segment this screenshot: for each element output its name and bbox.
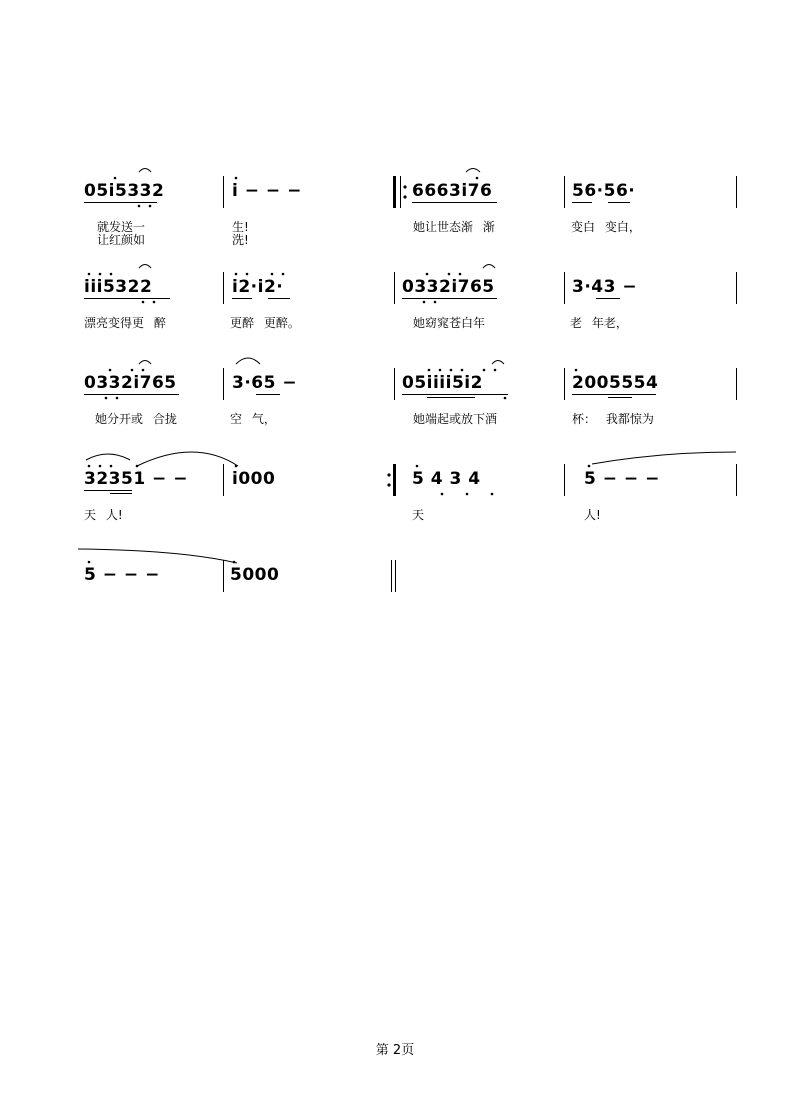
octave-dot-low [434, 301, 437, 304]
octave-dot-high [428, 369, 431, 372]
row2-measure4-lyric: 老 年老， [570, 316, 628, 330]
beam-underline [572, 202, 592, 203]
row2-measure1-lyric: 漂亮变得更 醉 [84, 316, 166, 330]
octave-dot-high [476, 177, 479, 180]
octave-dot-high [88, 465, 91, 468]
barline [564, 464, 565, 496]
beam-underline [84, 202, 157, 203]
tie [592, 452, 736, 464]
beam-underline [608, 202, 630, 203]
row1-measure1-lyric-verse1: 就发送一 [97, 220, 146, 234]
row1-measure4-notes: 56·56· [572, 181, 636, 201]
row4-measure3-lyric: 天 [412, 508, 425, 522]
octave-dot-high [109, 369, 112, 372]
slur [139, 265, 151, 269]
octave-dot-high [575, 369, 578, 372]
row4-measure4-lyric: 人! [584, 508, 601, 522]
octave-dot-high [459, 273, 462, 276]
beam-underline [110, 493, 132, 494]
barline [223, 368, 224, 400]
row2-measure4-notes: 3·43 − [572, 277, 638, 297]
row5-measure1-notes: 5 − − − [84, 565, 160, 585]
octave-dot-high [110, 273, 113, 276]
row3-measure1-notes: 0332i765 [84, 373, 177, 393]
row5-measure2-notes: 5000 [230, 565, 280, 585]
row2-measure1-notes: iii5322 [84, 277, 153, 297]
slur [492, 361, 504, 365]
octave-dot-high [235, 465, 238, 468]
beam-underline [572, 394, 656, 395]
octave-dot-high [588, 465, 591, 468]
row2-measure3-lyric: 她窈窕苍白年 [413, 316, 486, 330]
octave-dot-high [88, 561, 91, 564]
row2-measure2-notes: i2·i2· [232, 277, 284, 297]
barline [223, 464, 224, 496]
octave-dot-low [504, 397, 507, 400]
final-barline-thin [391, 560, 392, 592]
barline [564, 368, 565, 400]
octave-dot-high [110, 465, 113, 468]
barline [736, 272, 737, 304]
row3-measure3-lyric: 她端起或放下酒 [413, 412, 498, 426]
barline [223, 560, 224, 592]
beam-underline [596, 298, 620, 299]
barline [394, 368, 395, 400]
row1-measure2-lyric-verse1: 生! [232, 220, 249, 234]
octave-dot-low [116, 397, 119, 400]
beam-underline [84, 298, 170, 299]
slur [86, 454, 130, 460]
row4-measure2-notes: i000 [232, 469, 276, 489]
octave-dot-low [138, 205, 141, 208]
row1-measure3-lyric: 她让世态渐 渐 [413, 220, 495, 234]
octave-dot-high [235, 177, 238, 180]
repeat-dot [387, 473, 390, 476]
tie [78, 549, 237, 563]
barline [736, 176, 737, 208]
octave-dot-high [461, 369, 464, 372]
octave-dot-low [105, 397, 108, 400]
beam-underline [402, 394, 508, 395]
octave-dot-low [423, 301, 426, 304]
beam-underline [412, 202, 497, 203]
repeat-dot [403, 185, 406, 188]
page-number: 第 2页 [375, 1043, 415, 1058]
beam-underline [256, 394, 280, 395]
octave-dot-high [233, 561, 236, 564]
octave-dot-high [494, 369, 497, 372]
beam-underline [268, 298, 290, 299]
octave-dot-high [99, 273, 102, 276]
barline [736, 368, 737, 400]
beam-underline [402, 298, 497, 299]
octave-dot-high [282, 273, 285, 276]
row1-measure4-lyric: 变白 变白， [571, 220, 641, 234]
final-barline-thin [395, 560, 396, 592]
row4-measure3-notes: 5 4 3 4 [412, 469, 481, 489]
row3-measure2-lyric: 空 气， [230, 412, 276, 426]
repeat-dot [387, 483, 390, 486]
row3-measure4-lyric: 杯： 我都惊为 [572, 412, 654, 426]
row3-measure4-notes: 2005554 [572, 373, 659, 393]
octave-dot-high [88, 273, 91, 276]
row3-measure1-lyric: 她分开或 合拢 [95, 412, 177, 426]
repeat-end-thick-barline [393, 464, 396, 496]
octave-dot-high [439, 369, 442, 372]
row1-measure2-notes: i − − − [232, 181, 302, 201]
row4-measure1-lyric: 天 人! [84, 508, 123, 522]
octave-dot-high [416, 465, 419, 468]
beam-underline [427, 397, 475, 398]
octave-dot-low [153, 301, 156, 304]
barline [564, 272, 565, 304]
row4-measure4-notes: 5 − − − [584, 469, 660, 489]
repeat-dot [403, 195, 406, 198]
beam-underline [608, 397, 632, 398]
row2-measure2-lyric: 更醉 更醉。 [230, 316, 300, 330]
row1-measure1-notes: 05i5332 [84, 181, 165, 201]
octave-dot-low [149, 205, 152, 208]
repeat-start-thick-barline [393, 176, 396, 208]
octave-dot-low [142, 301, 145, 304]
repeat-start-thin-barline [400, 176, 401, 208]
beam-underline [84, 490, 132, 491]
octave-dot-high [142, 369, 145, 372]
octave-dot-high [271, 273, 274, 276]
octave-dot-high [136, 465, 139, 468]
octave-dot-high [448, 273, 451, 276]
beam-underline [232, 298, 252, 299]
octave-dot-high [483, 369, 486, 372]
octave-dot-high [450, 369, 453, 372]
slur [139, 169, 151, 173]
row4-measure1-notes: 32351 − − [84, 469, 188, 489]
beam-underline [84, 394, 179, 395]
barline [736, 464, 737, 496]
slur [483, 265, 495, 269]
barline [564, 176, 565, 208]
octave-dot-high [246, 273, 249, 276]
row1-measure1-lyric-verse2: 让红颜如 [97, 233, 146, 247]
octave-dot-high [131, 369, 134, 372]
barline [223, 272, 224, 304]
octave-dot-low [441, 493, 444, 496]
slur [236, 358, 260, 364]
slur [139, 361, 151, 365]
octave-dot-high [99, 465, 102, 468]
row3-measure2-notes: 3·65 − [232, 373, 298, 393]
barline [394, 272, 395, 304]
row2-measure3-notes: 0332i765 [402, 277, 495, 297]
slur [466, 169, 480, 173]
octave-dot-low [466, 493, 469, 496]
barline [223, 176, 224, 208]
octave-dot-high [235, 273, 238, 276]
row3-measure3-notes: 05iiii5i2 [402, 373, 483, 393]
row1-measure2-lyric-verse2: 洗! [232, 233, 249, 247]
octave-dot-high [114, 177, 117, 180]
octave-dot-high [426, 273, 429, 276]
row1-measure3-notes: 6663i76 [412, 181, 493, 201]
octave-dot-low [491, 493, 494, 496]
